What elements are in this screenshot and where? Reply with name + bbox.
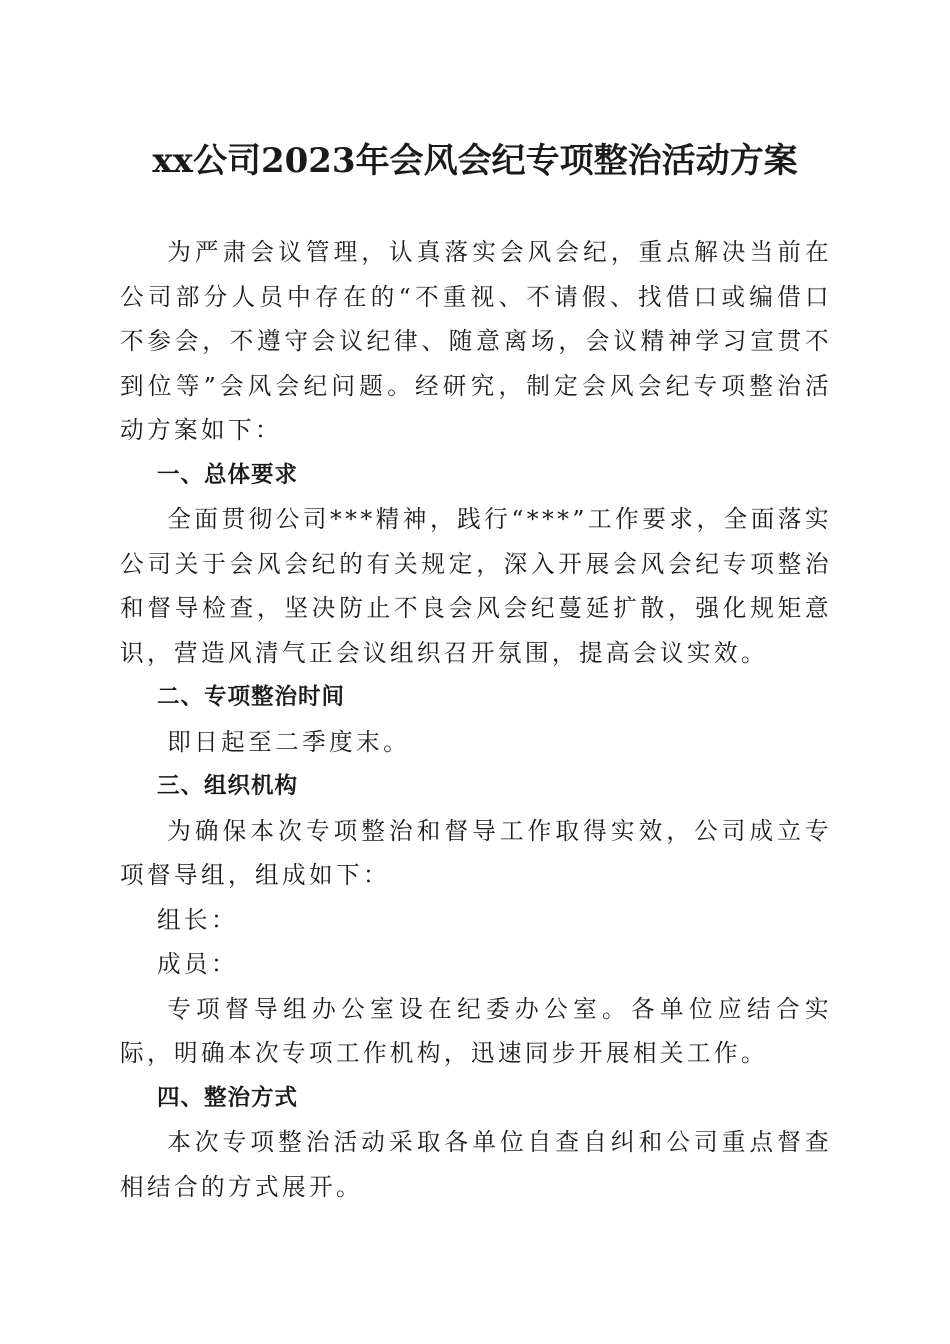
section-heading-organization: 三、组织机构 (157, 773, 299, 799)
general-requirements-paragraph: 全面贯彻公司***精神，践行“***”工作要求，全面落实公司关于会风会纪的有关规定，深入开展会风会纪专项整治和督导检查，坚决防止不良会风会纪蔓延扩散，强化规矩意识，营造风清气正会议组织召开氛围，提高会议实效。 (120, 505, 832, 667)
section-heading-rectification-method: 四、整治方式 (157, 1084, 299, 1111)
section-heading-general-requirements: 一、总体要求 (157, 461, 299, 488)
document-title: xx公司2023年会风会纪专项整治活动方案 (152, 141, 798, 181)
intro-paragraph: 为严肃会议管理，认真落实会风会纪，重点解决当前在公司部分人员中存在的“不重视、不请假、找借口或编借口不参会，不遵守会议纪律、随意离场，会议精神学习宣贯不到位等”会风会纪问题。经研究，制定会风会纪专项整治活动方案如下： (120, 238, 832, 444)
rectification-time-paragraph: 即日起至二季度末。 (167, 727, 411, 756)
organization-paragraph: 为确保本次专项整治和督导工作取得实效，公司成立专项督导组，组成如下： (120, 816, 832, 889)
office-paragraph: 专项督导组办公室设在纪委办公室。各单位应结合实际，明确本次专项工作机构，迅速同步开展相关工作。 (120, 994, 832, 1067)
members-label: 成员： (157, 950, 238, 978)
leader-label: 组长： (157, 905, 238, 934)
section-heading-rectification-time: 二、专项整治时间 (157, 684, 346, 710)
document-body (120, 230, 832, 1209)
rectification-method-paragraph: 本次专项整治活动采取各单位自查自纠和公司重点督查相结合的方式展开。 (120, 1128, 832, 1201)
